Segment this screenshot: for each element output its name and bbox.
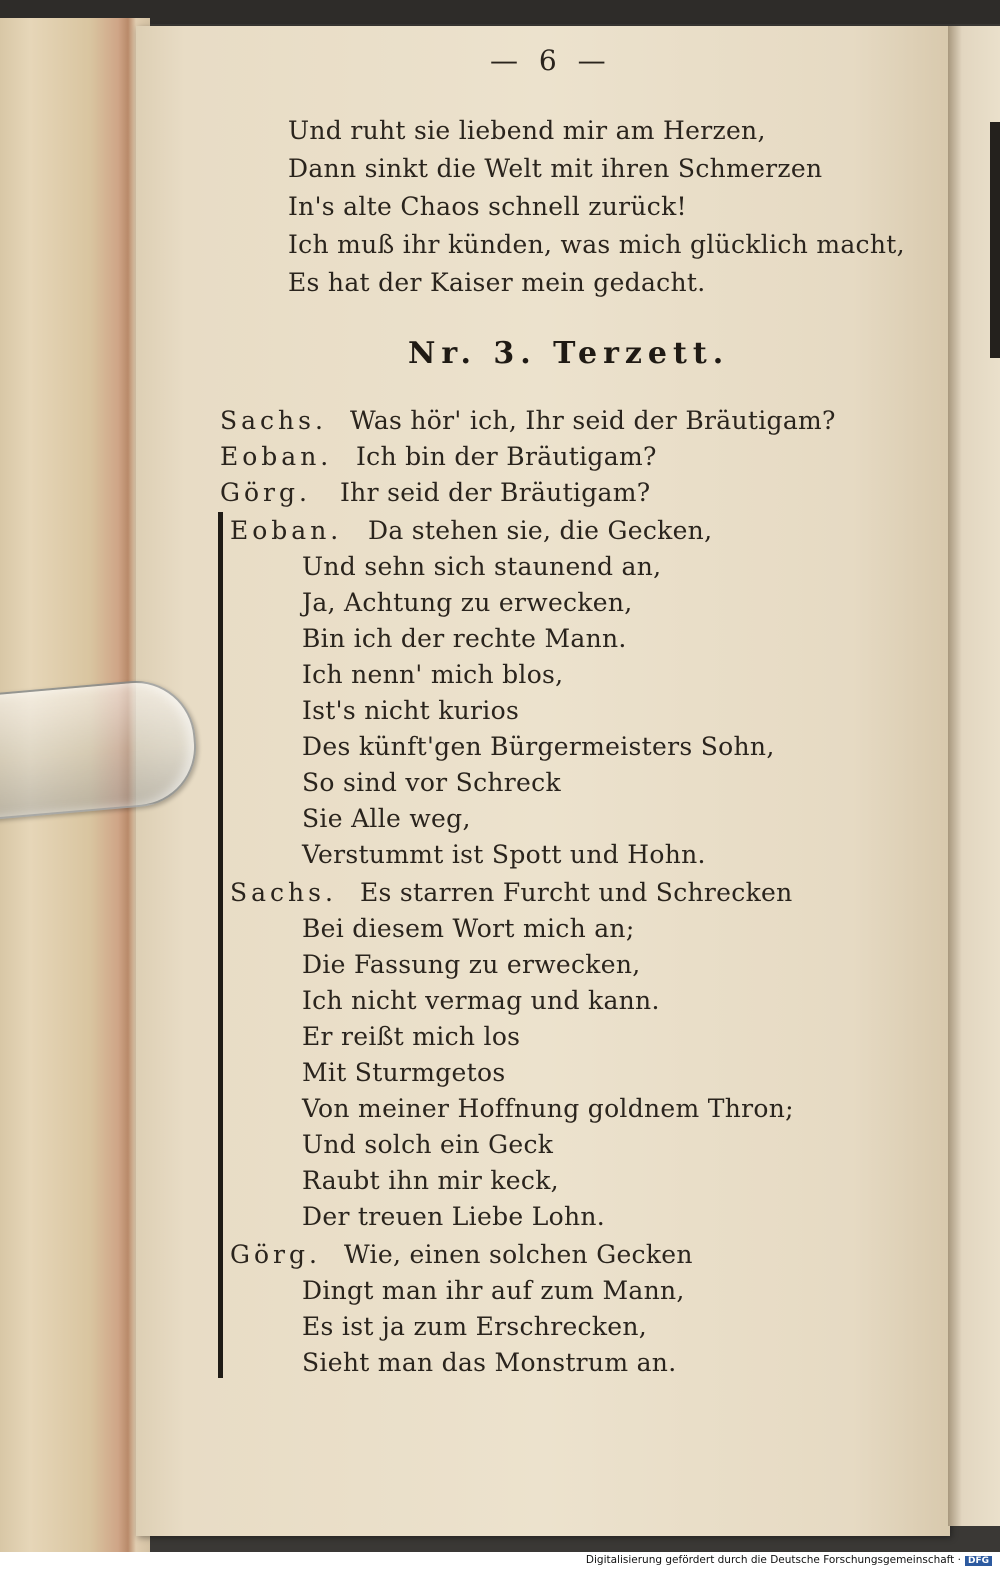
verse-line: Dann sinkt die Welt mit ihren Schmerzen xyxy=(288,154,823,183)
verse-line: Sieht man das Monstrum an. xyxy=(302,1348,677,1377)
page-number: — 6 — xyxy=(490,44,612,77)
verse-line: Raubt ihn mir keck, xyxy=(302,1166,559,1195)
verse-line: Und ruht sie liebend mir am Herzen, xyxy=(288,116,766,145)
dfg-logo: DFG xyxy=(965,1556,992,1566)
verse-line: Es starren Furcht und Schrecken xyxy=(360,878,793,907)
speaker-name: Eoban. xyxy=(220,442,333,471)
verse-line: Des künft'gen Bürgermeisters Sohn, xyxy=(302,732,775,761)
dialogue-text: Ihr seid der Bräutigam? xyxy=(340,478,651,507)
scan-background xyxy=(0,0,1000,24)
verse-line: Ich nenn' mich blos, xyxy=(302,660,564,689)
verse-line: Ja, Achtung zu erwecken, xyxy=(302,588,633,617)
verse-line: Bin ich der rechte Mann. xyxy=(302,624,627,653)
verse-line: Und solch ein Geck xyxy=(302,1130,554,1159)
speaker-name: Sachs. xyxy=(230,878,337,907)
verse-line: Ist's nicht kurios xyxy=(302,696,520,725)
verse-line: Ich muß ihr künden, was mich glücklich macht, xyxy=(288,230,905,259)
speaker-name: Sachs. xyxy=(220,406,327,435)
verse-line: So sind vor Schreck xyxy=(302,768,561,797)
dialogue-text: Ich bin der Bräutigam? xyxy=(356,442,657,471)
verse-line: Wie, einen solchen Gecken xyxy=(344,1240,693,1269)
speaker-name: Eoban. xyxy=(230,516,343,545)
ensemble-bracket xyxy=(218,512,223,1378)
verse-line: Die Fassung zu erwecken, xyxy=(302,950,641,979)
verse-line: Dingt man ihr auf zum Mann, xyxy=(302,1276,685,1305)
verse-line: Ich nicht vermag und kann. xyxy=(302,986,660,1015)
verse-line: Der treuen Liebe Lohn. xyxy=(302,1202,606,1231)
verse-line: In's alte Chaos schnell zurück! xyxy=(288,192,687,221)
speaker-name: Görg. xyxy=(220,478,311,507)
digitization-credit xyxy=(586,1554,992,1566)
facing-page-edge xyxy=(948,26,1000,1526)
facing-page-bar xyxy=(990,122,1000,358)
verse-line: Mit Sturmgetos xyxy=(302,1058,506,1087)
verse-line: Verstummt ist Spott und Hohn. xyxy=(302,840,706,869)
verse-line: Bei diesem Wort mich an; xyxy=(302,914,635,943)
verse-line: Er reißt mich los xyxy=(302,1022,521,1051)
verse-line: Es ist ja zum Erschrecken, xyxy=(302,1312,648,1341)
verse-line: Und sehn sich staunend an, xyxy=(302,552,662,581)
speaker-name: Görg. xyxy=(230,1240,321,1269)
section-heading: Nr. 3. Terzett. xyxy=(408,336,730,371)
dialogue-text: Was hör' ich, Ihr seid der Bräutigam? xyxy=(350,406,836,435)
verse-line: Es hat der Kaiser mein gedacht. xyxy=(288,268,706,297)
credit-text: Digitalisierung gefördert durch die Deutsche Forschungsgemeinschaft · xyxy=(585,1554,961,1566)
verse-line: Sie Alle weg, xyxy=(302,804,471,833)
verse-line: Da stehen sie, die Gecken, xyxy=(368,516,713,545)
verse-line: Von meiner Hoffnung goldnem Thron; xyxy=(302,1094,794,1123)
